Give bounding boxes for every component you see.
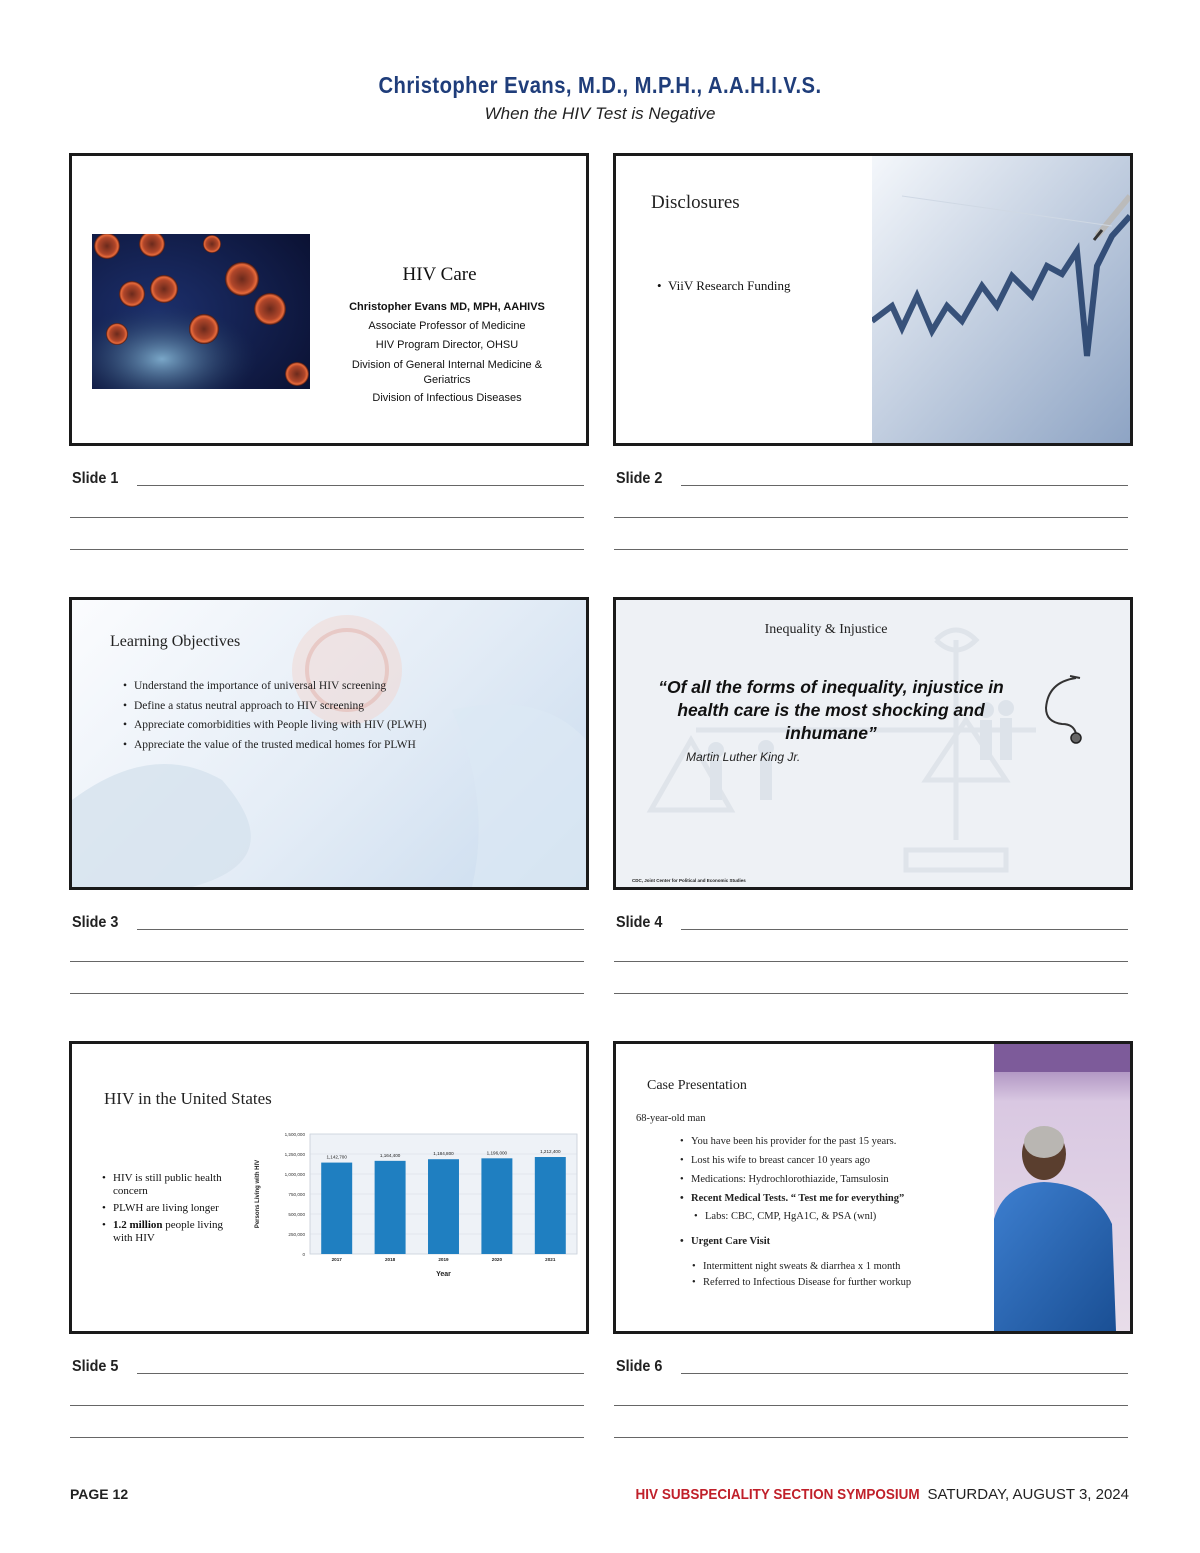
slide-1-title: HIV Care [402, 264, 477, 285]
presenter-division: Division of Infectious Diseases [372, 392, 522, 404]
slide-label: Slide 4 [616, 914, 663, 931]
x-tick-label: 2017 [331, 1257, 342, 1262]
bar [535, 1157, 566, 1254]
slide-label: Slide 3 [72, 914, 119, 931]
y-tick-label: 0 [302, 1252, 305, 1257]
list-item: • Appreciate comorbidities with People living with HIV (PLWH) [134, 716, 426, 736]
event-name: HIV SUBSPECIALITY SECTION SYMPOSIUM [635, 1486, 920, 1503]
list-item: • Understand the importance of universal HIV screening [134, 677, 426, 697]
list-item: • Define a status neutral approach to HIV screening [134, 697, 426, 717]
bullet-list [101, 1172, 243, 1245]
note-line[interactable] [70, 517, 584, 518]
hiv-bar-chart [250, 1130, 585, 1288]
note-line[interactable] [681, 929, 1128, 930]
slide-label: Slide 6 [616, 1358, 663, 1375]
y-axis-label: Persons Living with HIV [255, 1159, 261, 1229]
slide-4-title: Inequality & Injustice [764, 622, 888, 637]
labs-list [693, 1211, 876, 1222]
slide-4 [613, 597, 1133, 890]
document-subtitle: When the HIV Test is Negative [484, 104, 716, 123]
note-line[interactable] [70, 961, 584, 962]
note-line[interactable] [614, 1437, 1128, 1438]
note-line[interactable] [70, 1405, 584, 1406]
list-item: • Recent Medical Tests. “ Test me for everything” [691, 1189, 904, 1208]
document-author-title: Christopher Evans, M.D., M.P.H., A.A.H.I.V.S. [378, 72, 822, 98]
stock-chart-image [872, 156, 1130, 443]
quote-author: Martin Luther King Jr. [686, 750, 801, 764]
case-list [679, 1132, 904, 1208]
list-item: • Medications: Hydrochlorothiazide, Tamsulosin [691, 1170, 904, 1189]
x-axis-label: Year [436, 1271, 451, 1278]
x-tick-label: 2019 [438, 1257, 449, 1262]
bar-value-label: 1,184,800 [433, 1151, 454, 1157]
note-line[interactable] [614, 1405, 1128, 1406]
presenter-division: Division of General Internal Medicine & Geriatrics [351, 359, 543, 386]
urgent-sub-list [691, 1259, 911, 1291]
note-line[interactable] [137, 485, 584, 486]
slide-source: CDC, Joint Center for Political and Economic Studies [632, 878, 746, 883]
slide-5-title: HIV in the United States [104, 1089, 272, 1108]
slide-3-title: Learning Objectives [110, 633, 241, 650]
list-item: • You have been his provider for the past 15 years. [691, 1132, 904, 1151]
presenter-role: Associate Professor of Medicine [368, 320, 526, 332]
bar-value-label: 1,212,400 [540, 1149, 561, 1155]
x-tick-label: 2020 [491, 1257, 503, 1262]
y-tick-label: 250,000 [288, 1232, 305, 1237]
event-date: SATURDAY, AUGUST 3, 2024 [927, 1486, 1129, 1503]
urgent-list [679, 1236, 770, 1247]
bar [375, 1161, 406, 1254]
slide-6-title: Case Presentation [647, 1078, 747, 1093]
bullet-list [656, 278, 790, 294]
y-tick-label: 1,000,000 [284, 1172, 305, 1177]
note-line[interactable] [70, 993, 584, 994]
slide-1 [69, 153, 589, 446]
note-line[interactable] [137, 929, 584, 930]
case-intro: 68-year-old man [636, 1113, 706, 1124]
y-tick-label: 500,000 [288, 1212, 305, 1217]
list-item: • Intermittent night sweats & diarrhea x 1 month [703, 1259, 911, 1275]
objectives-list [122, 677, 426, 755]
list-item: • Labs: CBC, CMP, HgA1C, & PSA (wnl) [705, 1211, 876, 1222]
note-line[interactable] [614, 961, 1128, 962]
list-item: • HIV is still public health concern [113, 1172, 243, 1198]
list-item: • Referred to Infectious Disease for further workup [703, 1275, 911, 1291]
note-line[interactable] [70, 549, 584, 550]
note-line[interactable] [614, 517, 1128, 518]
x-tick-label: 2021 [545, 1257, 556, 1262]
x-tick-label: 2018 [384, 1257, 396, 1262]
note-line[interactable] [137, 1373, 584, 1374]
slide-label: Slide 1 [72, 470, 119, 487]
note-line[interactable] [681, 1373, 1128, 1374]
bar-value-label: 1,142,700 [326, 1154, 347, 1160]
y-tick-label: 1,250,000 [284, 1152, 305, 1157]
note-line[interactable] [70, 1437, 584, 1438]
list-item: • ViiV Research Funding [668, 278, 790, 294]
footer-event [604, 1486, 1129, 1503]
quote-text: “Of all the forms of inequality, injustice in health care is the most shocking and inhumane” [658, 677, 1004, 743]
slide-2-title: Disclosures [651, 192, 740, 213]
slide-6 [613, 1041, 1133, 1334]
list-item [113, 1219, 243, 1245]
stethoscope-icon [1040, 672, 1090, 744]
bar [481, 1158, 512, 1254]
patient-photo [994, 1044, 1130, 1331]
bar-value-label: 1,196,000 [486, 1150, 508, 1156]
bar-value-label: 1,164,400 [379, 1152, 401, 1158]
y-tick-label: 750,000 [288, 1192, 305, 1197]
bar [428, 1159, 459, 1254]
slide-label: Slide 5 [72, 1358, 119, 1375]
slide-3 [69, 597, 589, 890]
note-line[interactable] [614, 549, 1128, 550]
bar [321, 1163, 352, 1254]
list-item-rest: people living with HIV [113, 1219, 224, 1244]
note-line[interactable] [614, 993, 1128, 994]
y-tick-label: 1,500,000 [284, 1132, 305, 1137]
list-item: • Urgent Care Visit [691, 1236, 770, 1247]
list-item: • Lost his wife to breast cancer 10 years ago [691, 1151, 904, 1170]
list-item: • PLWH are living longer [113, 1202, 243, 1215]
list-item: • Appreciate the value of the trusted medical homes for PLWH [134, 736, 426, 756]
virus-image [92, 234, 310, 389]
presenter-name: Christopher Evans MD, MPH, AAHIVS [349, 301, 545, 313]
bold-figure: 1.2 million [113, 1219, 163, 1231]
slide-2 [613, 153, 1133, 446]
slide-5 [69, 1041, 589, 1334]
page-number: PAGE 12 [70, 1486, 129, 1502]
slide-label: Slide 2 [616, 470, 663, 487]
note-line[interactable] [681, 485, 1128, 486]
presenter-role: HIV Program Director, OHSU [375, 339, 519, 351]
